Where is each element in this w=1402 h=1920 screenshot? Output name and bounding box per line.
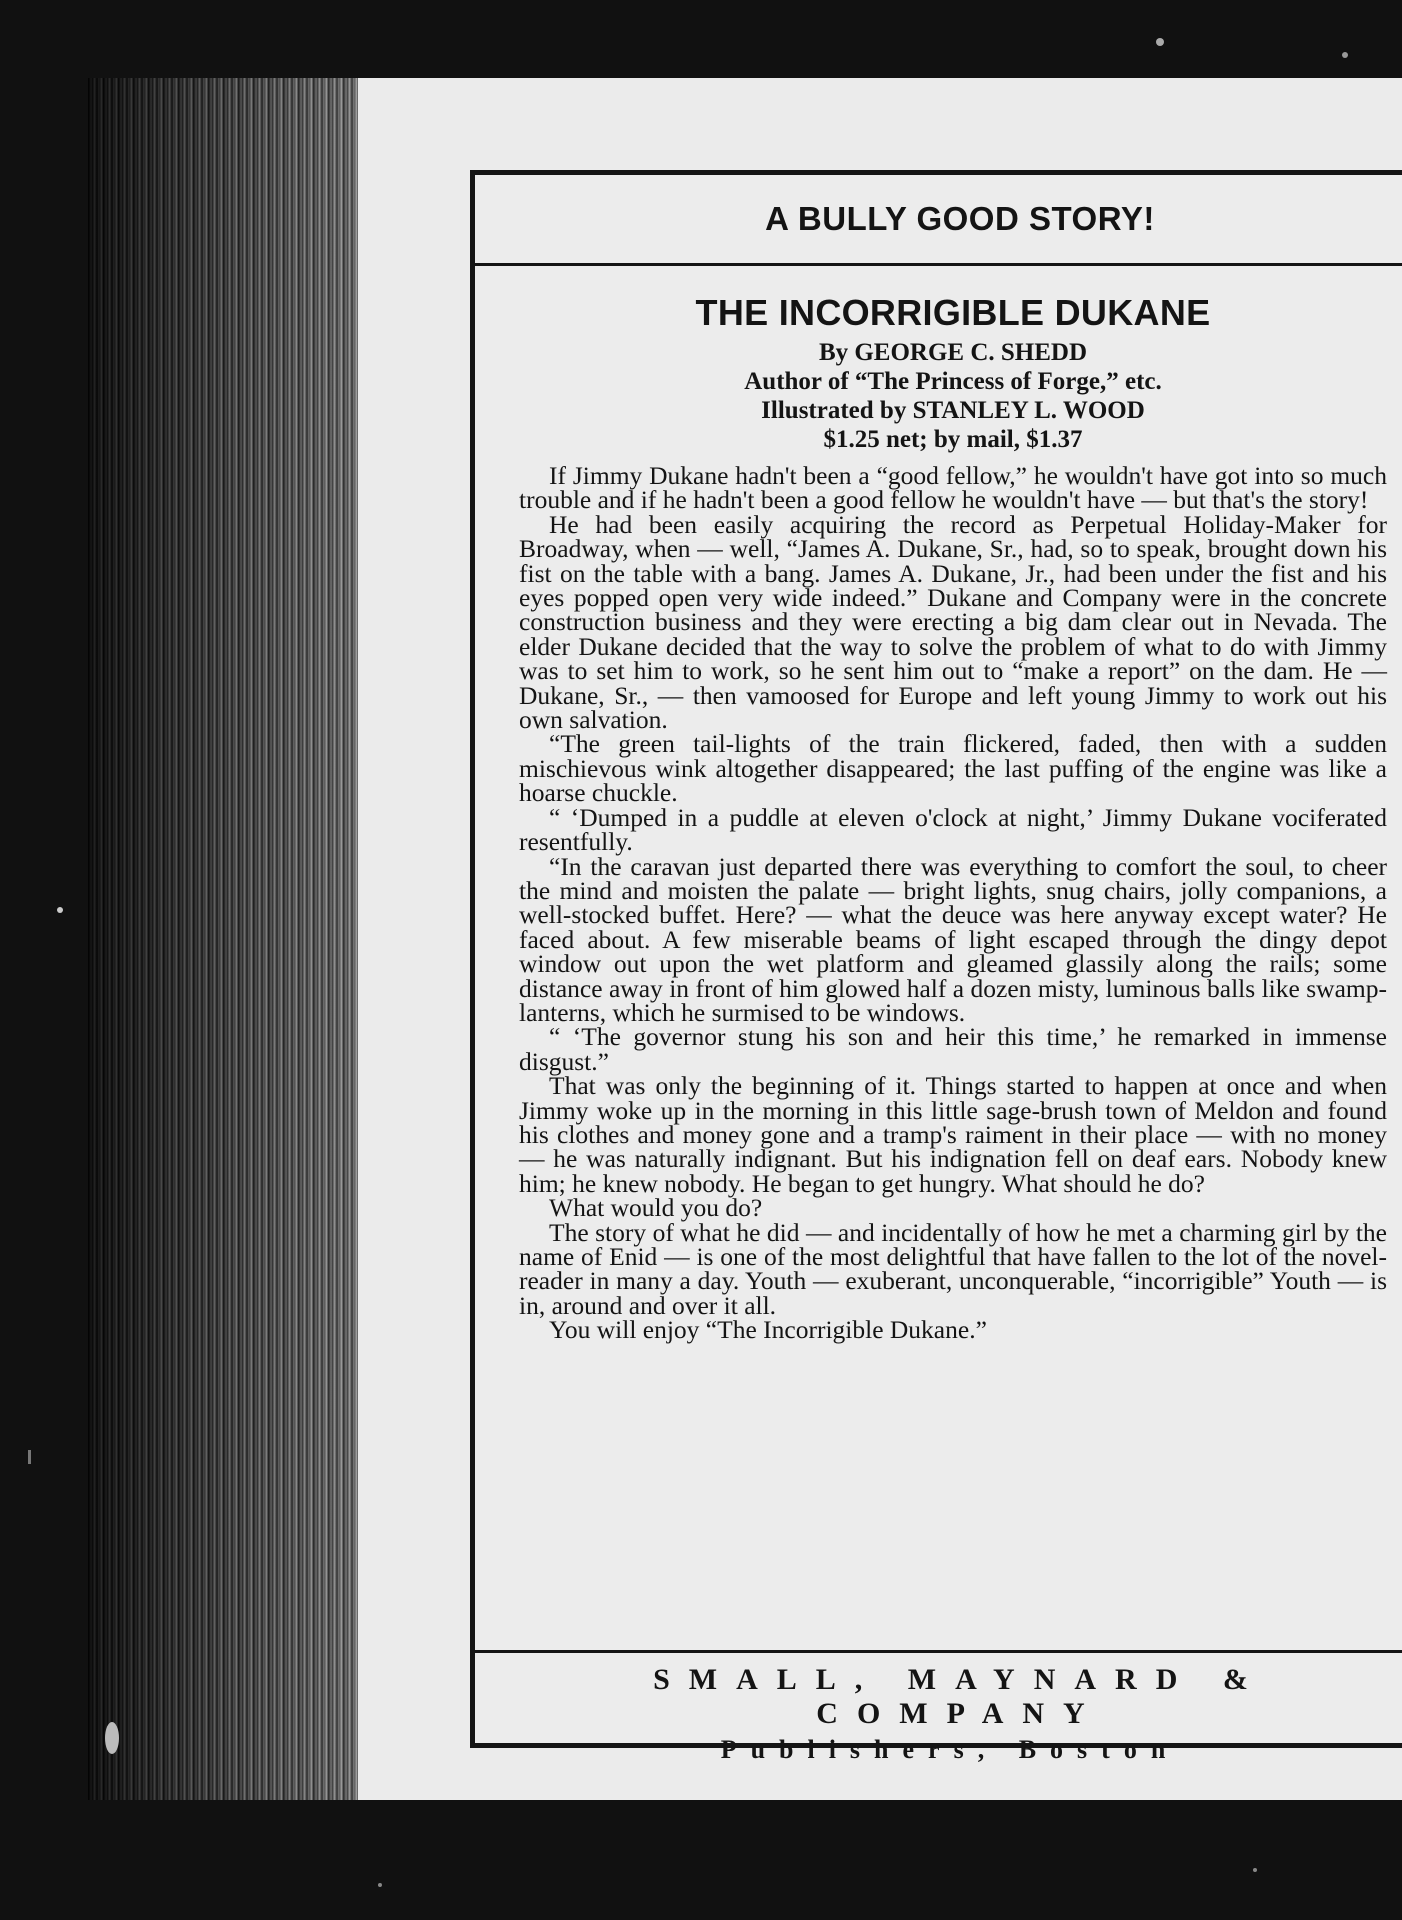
paragraph: What would you do? [549, 1193, 763, 1223]
dust-speck [1156, 38, 1164, 46]
dust-speck [1253, 1868, 1257, 1872]
paragraph: “The green tail-lights of the train flickered, faded, then with a sudden mischievous wink altogether disappeared; the last puffing of the engine was like a hoarse chuckle. [519, 729, 1387, 808]
publisher-bar [475, 1650, 1402, 1764]
paragraph: If Jimmy Dukane hadn't been a “good fellow,” he wouldn't have got into so much trouble and if he hadn't been a good fellow he wouldn't have — but that's the story! [519, 461, 1387, 515]
author-credit: By GEORGE C. SHEDD [818, 339, 1088, 366]
author-previous-work: Author of “The Princess of Forge,” etc. [744, 368, 1162, 395]
advertisement-content [475, 266, 1402, 1343]
book-title: THE INCORRIGIBLE DUKANE [695, 292, 1211, 333]
paragraph: “In the caravan just departed there was everything to comfort the soul, to cheer the mind and moisten the palate — bright lights, snug chairs, jolly companions, a well-stocked buffet. Here? — what the deuce was here anyway except water? He faced about. A few miserable beams of light escaped through the dingy depot window out upon the wet platform and gleamed glassily along the rails; some distance away in front of him glowed half a dozen misty, luminous balls like swamp-lanterns, which he surmised to be windows. [519, 851, 1387, 1027]
paragraph: “ ‘The governor stung his son and heir this time,’ he remarked in immense disgust.” [519, 1022, 1387, 1076]
price-line: $1.25 net; by mail, $1.37 [823, 426, 1083, 453]
illustrator-credit: Illustrated by STANLEY L. WOOD [761, 397, 1145, 424]
publisher-name: SMALL, MAYNARD & COMPANY [653, 1663, 1267, 1730]
headline-bar [475, 175, 1402, 266]
publisher-place: Publishers, Boston [720, 1735, 1180, 1764]
story-description [519, 461, 1387, 1345]
advertisement-box [470, 170, 1402, 1764]
paragraph: “ ‘Dumped in a puddle at eleven o'clock at night,’ Jimmy Dukane vociferated resentfully. [519, 802, 1387, 857]
paragraph: You will enjoy “The Incorrigible Dukane.” [549, 1315, 987, 1345]
book-page-edges [88, 78, 368, 1800]
paragraph: He had been easily acquiring the record as Perpetual Holiday-Maker for Broadway, when — well, “James A. Dukane, Sr., had, so to speak, brought down his fist on the table with a bang. James A. Dukane, Jr., had been under the fist and his eyes popped open very wide indeed.” Dukane and Company were in the concrete construction business and they were erecting a big dam clear out in Nevada. The elder Dukane decided that the way to solve the problem of what to do with Jimmy was to set him to work, so he sent him out to “make a report” on the dam. He — Dukane, Sr., — then vamoosed for Europe and left young Jimmy to work out his own salvation. [519, 509, 1387, 735]
paragraph: That was only the beginning of it. Things started to happen at once and when Jimmy woke up in the morning in this little sage-brush town of Meldon and found his clothes and money gone and a tramp's raiment in their place — with no money — he was naturally indignant. But his indignation fell on deaf ears. Nobody knew him; he knew nobody. He began to get hungry. What should he do? [519, 1071, 1387, 1198]
dust-speck [378, 1883, 382, 1887]
paragraph: The story of what he did — and incidentally of how he met a charming girl by the name of Enid — is one of the most delightful that have fallen to the lot of the novel-reader in many a day. Youth — exuberant, unconquerable, “incorrigible” Youth — is in, around and over it all. [519, 1217, 1387, 1320]
headline: A BULLY GOOD STORY! [765, 200, 1155, 237]
dust-speck [28, 1450, 31, 1464]
dust-speck [1342, 52, 1348, 58]
dust-speck [57, 907, 63, 913]
